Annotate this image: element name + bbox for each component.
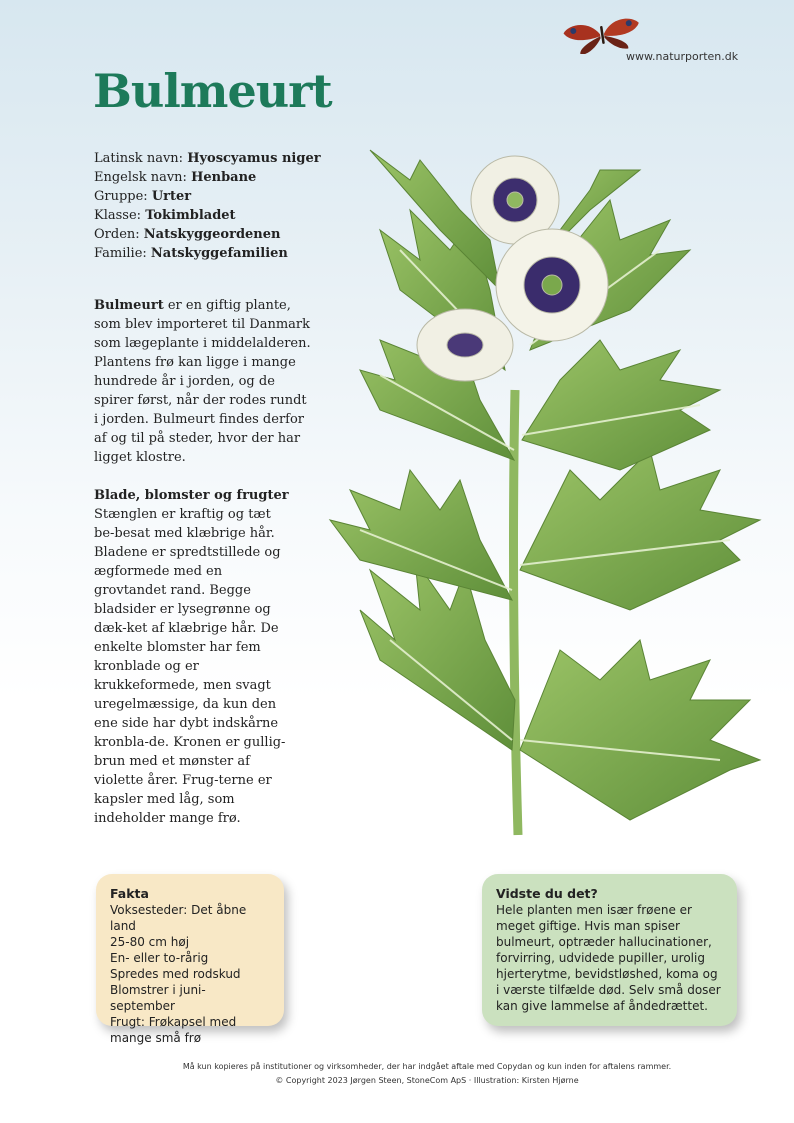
section-text: Stænglen er kraftig og tæt be-besat med klæbrige hår. Bladene er spredtstillede og ægformede med en grovtandet rand. Begge bladsider er lysegrønne og dæk-ket af klæbrige hår. De enkelte blomster har fem kronblade og er krukkeformede, men svagt uregelmæssige, da kun den ene side har dybt indskårne kronbla-de. Kronen er gullig-brun med et mønster af violette årer. Frug-terne er kapsler med låg, som indeholder mange frø. <box>94 507 286 826</box>
fakta-item: 25-80 cm høj <box>110 935 190 949</box>
intro-text: er en giftig plante, som blev importeret til Danmark som lægeplante i middelalderen. Plantens frø kan ligge i mange hundrede år i jorden, og de spirer først, når der rodes rundt i jorden. Bulmeurt findes derfor af og til på steder, hvor der har ligget klostre. <box>94 298 311 465</box>
vidste-heading: Vidste du det? <box>496 886 598 901</box>
fakta-heading: Fakta <box>110 886 149 901</box>
meta-row: Orden: Natskyggeordenen <box>94 227 281 242</box>
fakta-item: Spredes med rodskud <box>110 967 241 981</box>
meta-row: Familie: Natskyggefamilien <box>94 246 288 261</box>
intro-lead: Bulmeurt <box>94 298 164 313</box>
page-title: Bulmeurt <box>93 64 332 118</box>
fakta-item: Voksesteder: Det åbne land <box>110 903 247 933</box>
fakta-item: En- eller to-rårig <box>110 951 209 965</box>
footer <box>0 1060 794 1088</box>
meta-row: Gruppe: Urter <box>94 189 192 204</box>
fakta-item: Frugt: Frøkapsel med mange små frø <box>110 1015 237 1045</box>
vidste-box <box>482 874 737 1026</box>
meta-row: Engelsk navn: Henbane <box>94 170 257 185</box>
site-url[interactable]: www.naturporten.dk <box>626 50 739 63</box>
description-section <box>94 486 294 828</box>
taxonomy-list <box>94 149 321 263</box>
footer-license: Må kun kopieres på institutioner og virksomheder, der har indgået aftale med Copydan og kun inden for aftalens rammer. <box>182 1062 672 1071</box>
butterfly-icon <box>560 14 644 54</box>
footer-copyright: © Copyright 2023 Jørgen Steen, StoneCom ApS · Illustration: Kirsten Hjørne <box>275 1076 579 1085</box>
vidste-text: Hele planten men især frøene er meget giftige. Hvis man spiser bulmeurt, optræder hallucinationer, forvirring, udvidede pupiller, urolig hjerterytme, bevidstløshed, koma og i værste tilfælde død. Selv små doser kan give lammelse af åndedrættet. <box>496 903 721 1013</box>
intro-paragraph <box>94 296 314 467</box>
fakta-box <box>96 874 284 1045</box>
meta-row: Latinsk navn: Hyoscyamus niger <box>94 151 321 166</box>
fakta-item: Blomstrer i juni-september <box>110 983 206 1013</box>
henbane-illustration <box>300 140 790 840</box>
meta-row: Klasse: Tokimbladet <box>94 208 236 223</box>
section-heading: Blade, blomster og frugter <box>94 488 289 503</box>
